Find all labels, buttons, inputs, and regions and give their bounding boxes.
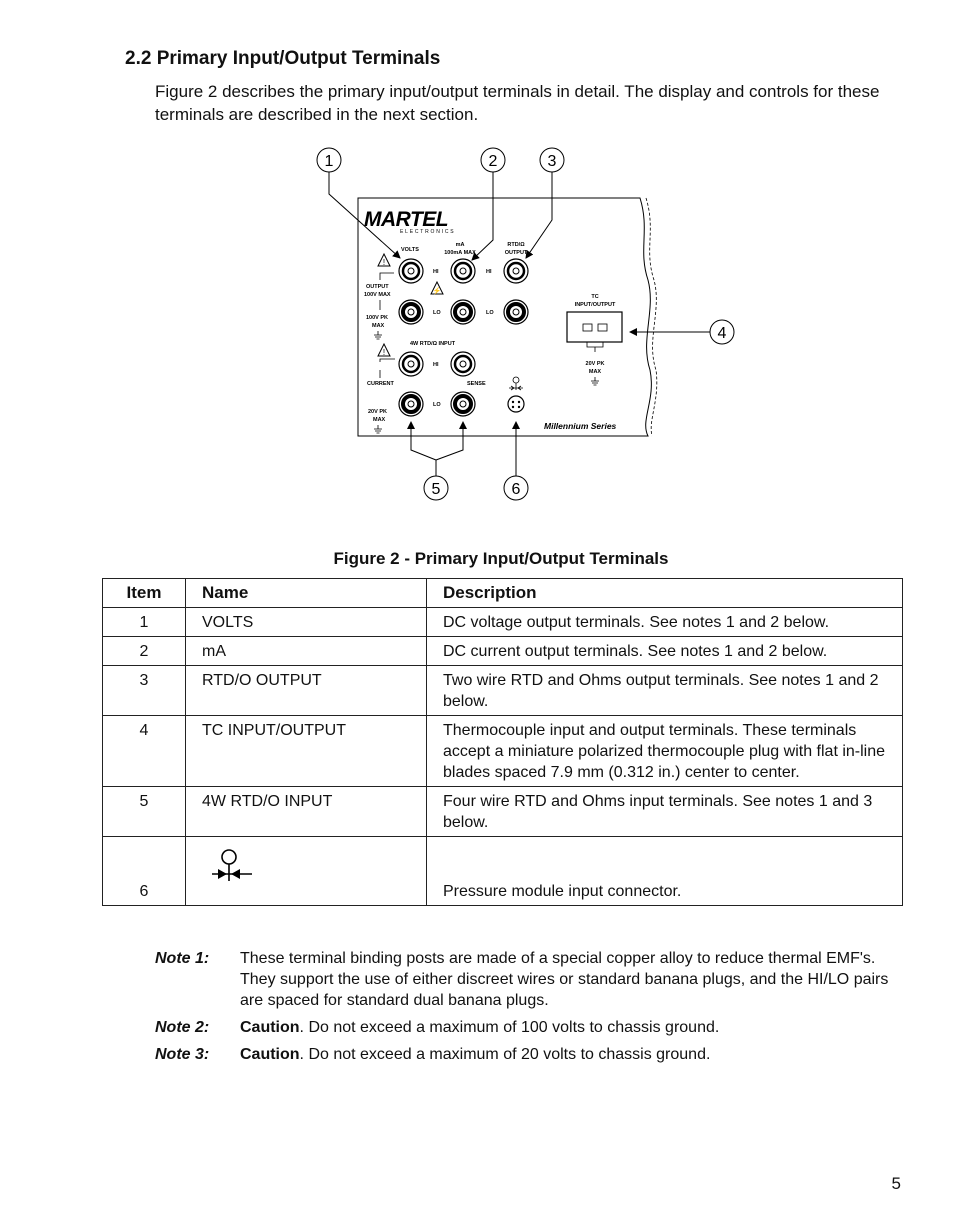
series-label: Millennium Series [544,421,617,431]
svg-text:HI: HI [433,269,439,275]
table-row [103,608,903,637]
svg-text:2: 2 [488,153,498,170]
note-label: Note 2: [155,1019,210,1036]
cell-name: RTD/O OUTPUT [186,666,427,716]
cell-name: 4W RTD/O INPUT [186,787,427,837]
table-row [103,637,903,666]
label-output-100v-2: 100V MAX [364,292,391,298]
svg-text:!: ! [382,258,386,267]
note-text: . Do not exceed a maximum of 100 volts to chassis ground. [299,1019,720,1036]
cell-description: Two wire RTD and Ohms output terminals. See notes 1 and 2 below. [427,666,903,716]
svg-text:!: ! [382,348,386,357]
svg-text:LO: LO [486,310,494,316]
label-100v-pk-2: MAX [372,323,385,329]
section-heading: 2.2 Primary Input/Output Terminals [125,48,441,69]
svg-text:6: 6 [511,481,521,498]
table-row [103,787,903,837]
callout-2 [481,148,505,172]
svg-text:LO: LO [433,310,441,316]
cell-name [186,837,427,906]
warning-triangle-icon-2 [378,344,390,357]
label-ma: mA [455,242,465,248]
label-20v-pk-1: 20V PK [368,409,387,415]
panel-wave-inner [646,198,657,436]
label-tc-1: TC [591,294,599,300]
notes-section [155,948,900,1071]
brand-subtitle: ELECTRONICS [400,229,456,235]
callout-5 [424,476,448,500]
label-tc-pk-1: 20V PK [585,361,605,367]
label-rtd-input: 4W RTD/Ω INPUT [410,341,456,347]
brand-logo: MARTEL [364,208,449,231]
cell-description: Pressure module input connector. [427,837,903,906]
svg-text:1: 1 [324,153,334,170]
svg-text:5: 5 [431,481,441,498]
header-item: Item [103,579,186,608]
ma-lo-terminal [451,300,475,324]
label-tc-pk-2: MAX [588,369,602,375]
rtd-output-lo-terminal [504,300,528,324]
cell-item: 5 [103,787,186,837]
cell-description: Thermocouple input and output terminals. These terminals accept a miniature polarized thermocouple plug with flat in-line blades spaced 7.9 mm (0.312 in.) center to center. [427,716,903,787]
label-volts: VOLTS [401,247,419,253]
pressure-connector-icon [202,847,262,887]
svg-text:⚡: ⚡ [432,288,442,295]
cell-description: Four wire RTD and Ohms input terminals. See notes 1 and 3 below. [427,787,903,837]
label-100v-pk-1: 100V PK [366,315,389,321]
note-1 [155,948,900,1011]
callout-4 [710,320,734,344]
note-text: . Do not exceed a maximum of 20 volts to chassis ground. [299,1046,711,1063]
volts-hi-terminal [399,259,423,283]
rtd-output-hi-terminal [504,259,528,283]
callout-1 [317,148,341,172]
table-row [103,716,903,787]
cell-name: VOLTS [186,608,427,637]
label-rtd-output-2: OUTPUT [504,250,528,256]
terminals-table [102,578,903,906]
svg-text:4: 4 [717,325,727,342]
warning-triangle-icon [378,254,390,267]
callout-6 [504,476,528,500]
cell-name: mA [186,637,427,666]
table-row [103,837,903,906]
header-description: Description [427,579,903,608]
note-label: Note 3: [155,1046,210,1063]
cell-item: 2 [103,637,186,666]
rtd-input-lo-sense-terminal [451,392,475,416]
note-2 [155,1017,900,1038]
label-tc-2: INPUT/OUTPUT [574,302,616,308]
cell-description: DC current output terminals. See notes 1 and 2 below. [427,637,903,666]
terminal-panel-diagram [300,140,750,510]
volts-lo-terminal [399,300,423,324]
header-name: Name [186,579,427,608]
label-ma-max: 100mA MAX [444,250,476,256]
shock-warning-icon [431,282,443,295]
svg-text:HI: HI [486,269,492,275]
figure-caption: Figure 2 - Primary Input/Output Terminals [333,549,669,568]
rtd-input-hi-terminal [399,352,423,376]
tc-connector [567,312,622,352]
cell-name: TC INPUT/OUTPUT [186,716,427,787]
label-sense: SENSE [467,381,486,387]
intro-paragraph: Figure 2 describes the primary input/output terminals in detail. The display and controls for these terminals are described in the next section. [155,82,880,124]
note-3 [155,1044,900,1065]
svg-text:HI: HI [433,362,439,368]
table-row [103,666,903,716]
callout-3 [540,148,564,172]
note-caution: Caution [240,1019,300,1036]
label-current: CURRENT [367,381,394,387]
rtd-input-lo-terminal [399,392,423,416]
label-output-100v-1: OUTPUT [366,284,389,290]
cell-item: 6 [103,837,186,906]
cell-item: 1 [103,608,186,637]
svg-text:3: 3 [547,153,557,170]
cell-item: 3 [103,666,186,716]
rtd-input-hi-sense-terminal [451,352,475,376]
note-label: Note 1: [155,950,210,967]
note-caution: Caution [240,1046,300,1063]
svg-text:LO: LO [433,402,441,408]
table-header-row [103,579,903,608]
ma-hi-terminal [451,259,475,283]
pressure-connector-icon [508,377,524,412]
label-rtd-output-1: RTD/Ω [507,242,525,248]
cell-item: 4 [103,716,186,787]
label-20v-pk-2: MAX [373,417,386,423]
cell-description: DC voltage output terminals. See notes 1 and 2 below. [427,608,903,637]
note-text: These terminal binding posts are made of a special copper alloy to reduce thermal EMF's. They support the use of either discreet wires or standard banana plugs, and the HI/LO pairs are spaced for standard dual banana plugs. [240,950,889,1009]
page-number: 5 [891,1174,901,1193]
